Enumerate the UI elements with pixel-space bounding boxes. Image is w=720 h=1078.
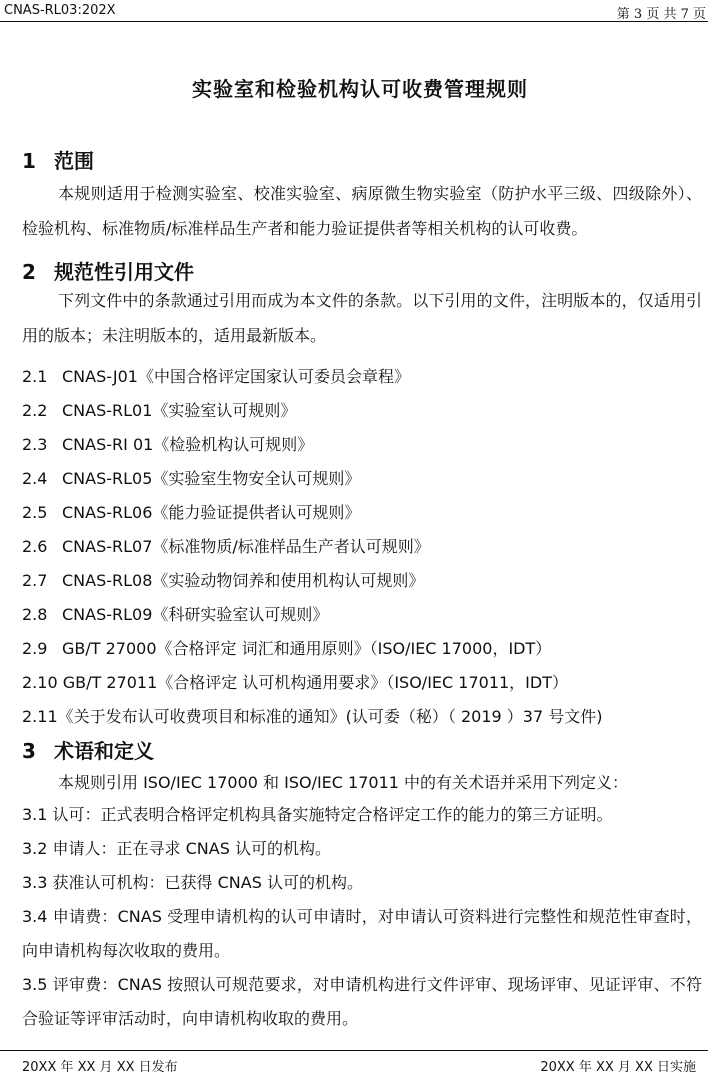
section-number: 3	[22, 739, 36, 763]
page-footer	[0, 1050, 720, 1078]
list-item: 3.3 获准认可机构：已获得 CNAS 认可的机构。	[22, 873, 363, 892]
page-info: 第 3 页 共 7 页	[616, 7, 706, 22]
list-item: 2.7 CNAS-RL08《实验动物饲养和使用机构认可规则》	[22, 571, 425, 590]
list-item: 2.9 GB/T 27000《合格评定 词汇和通用原则》（ISO/IEC 17000，IDT）	[22, 639, 552, 658]
list-item: 3.2 申请人：正在寻求 CNAS 认可的机构。	[22, 839, 331, 858]
term-number: 3.2	[22, 839, 48, 858]
section-number: 2	[22, 260, 36, 284]
list-item: 2.5 CNAS-RL06《能力验证提供者认可规则》	[22, 503, 361, 522]
term-number: 3.4	[22, 907, 48, 926]
section-3-paragraph: 本规则引用 ISO/IEC 17000 和 ISO/IEC 17011 中的有关术语并采用下列定义：	[58, 773, 629, 792]
list-item: 2.11《关于发布认可收费项目和标准的通知》(认可委（秘）（ 2019 ）37 号文件)	[22, 707, 603, 726]
list-item: 2.4 CNAS-RL05《实验室生物安全认可规则》	[22, 469, 361, 488]
page-header	[0, 0, 720, 22]
term-number: 3.3	[22, 873, 48, 892]
section-1-paragraph: 本规则适用于检测实验室、校准实验室、病原微生物实验室（防护水平三级、四级除外）、检验机构、标准物质/标准样品生产者和能力验证提供者等相关机构的认可收费。	[22, 184, 702, 238]
effective-date: 20XX 年 XX 月 XX 日实施	[540, 1060, 696, 1075]
list-item: 2.2 CNAS-RL01《实验室认可规则》	[22, 401, 297, 420]
footer-rule	[0, 1050, 708, 1051]
section-2-heading	[22, 256, 194, 285]
section-2-paragraph: 下列文件中的条款通过引用而成为本文件的条款。以下引用的文件，注明版本的，仅适用引用的版本；未注明版本的，适用最新版本。	[22, 291, 702, 345]
list-item: 2.3 CNAS-RI 01《检验机构认可规则》	[22, 435, 314, 454]
term-number: 3.5	[22, 975, 48, 994]
reference-list	[22, 360, 712, 734]
document-title: 实验室和检验机构认可收费管理规则	[192, 77, 528, 101]
list-item: 2.6 CNAS-RL07《标准物质/标准样品生产者认可规则》	[22, 537, 430, 556]
list-item: 3.1 认可：正式表明合格评定机构具备实施特定合格评定工作的能力的第三方证明。	[22, 805, 613, 824]
term-number: 3.1	[22, 805, 48, 824]
header-rule	[0, 21, 708, 22]
section-number: 1	[22, 149, 36, 173]
list-item: 3.4 申请费：CNAS 受理申请机构的认可申请时，对申请认可资料进行完整性和规范性审查时，向申请机构每次收取的费用。	[22, 907, 702, 960]
terms-list	[22, 798, 702, 1036]
section-3-heading	[22, 735, 154, 764]
section-title: 范围	[54, 149, 94, 173]
publish-date: 20XX 年 XX 月 XX 日发布	[22, 1060, 178, 1075]
section-title: 规范性引用文件	[54, 260, 194, 284]
doc-code: CNAS-RL03:202X	[4, 3, 116, 18]
section-title: 术语和定义	[54, 739, 154, 763]
list-item: 3.5 评审费：CNAS 按照认可规范要求，对申请机构进行文件评审、现场评审、见证评审、不符合验证等评审活动时，向申请机构收取的费用。	[22, 975, 702, 1028]
list-item: 2.1 CNAS-J01《中国合格评定国家认可委员会章程》	[22, 367, 410, 386]
section-1-heading	[22, 145, 94, 174]
list-item: 2.10 GB/T 27011《合格评定 认可机构通用要求》（ISO/IEC 17011，IDT）	[22, 673, 568, 692]
list-item: 2.8 CNAS-RL09《科研实验室认可规则》	[22, 605, 329, 624]
